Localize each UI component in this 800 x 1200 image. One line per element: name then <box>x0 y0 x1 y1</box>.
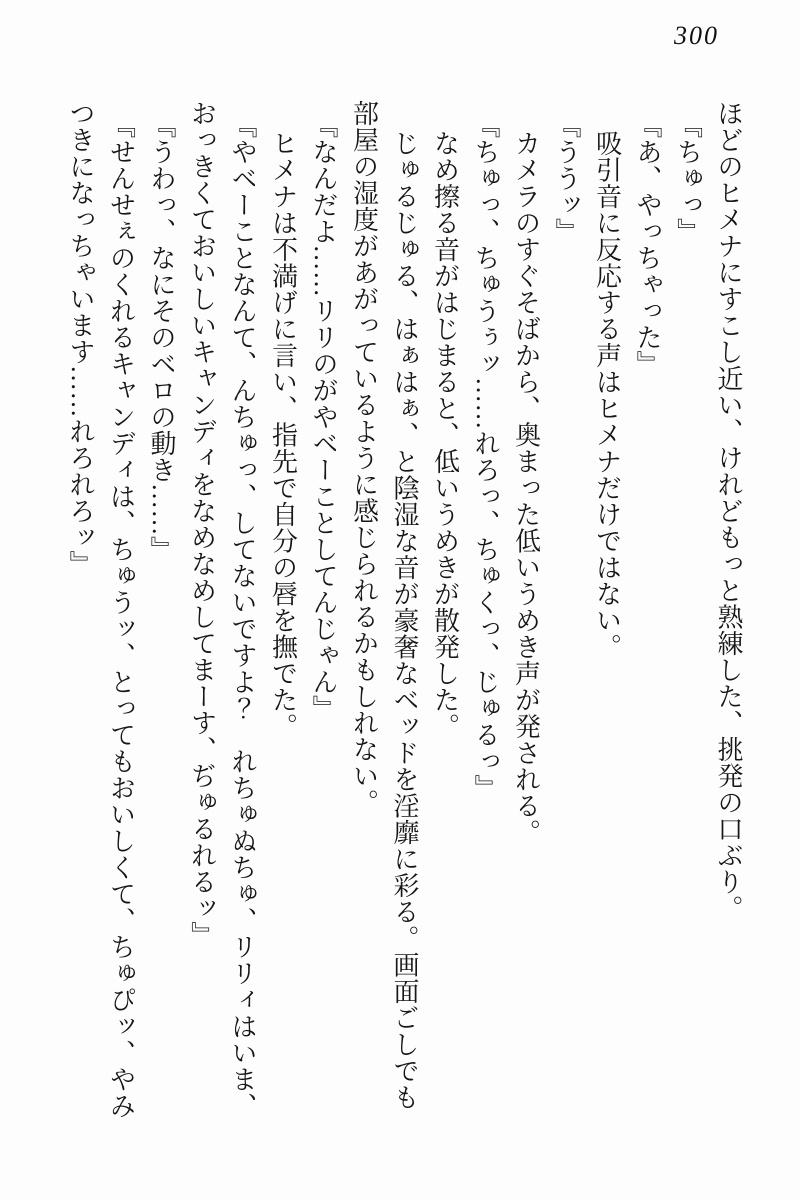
text-line-9: じゅるじゅる、はぁはぁ、と陰湿な音が豪奢なベッドを淫靡に彩る。画面ごしでも <box>390 130 419 1111</box>
text-line-15: 『うわっ、なにそのベロの動き……』 <box>147 112 176 563</box>
text-line-12: ヒメナは不満げに言い、指先で自分の唇を撫でた。 <box>268 130 298 740</box>
text-line-1: ほどのヒメナにすこし近い、けれどもっと熟練した、挑発の口ぶり。 <box>714 100 743 922</box>
text-line-7: 『ちゅっ、ちゅうぅッ……れろっ、ちゅくっ、じゅるっ』 <box>471 112 500 801</box>
text-line-10: 部屋の湿度があがっているように感じられるかもしれない。 <box>349 100 379 816</box>
text-line-2: 『ちゅっ』 <box>673 112 703 245</box>
text-line-14: おっきくておいしいキャンディをなめなめしてまーす、ぢゅるれるッ』 <box>187 100 217 948</box>
text-line-4: 吸引音に反応する声はヒメナだけではない。 <box>592 130 622 660</box>
text-block <box>58 100 748 1145</box>
text-line-16: 『せんせぇのくれるキャンディは、ちゅうッ、とってもおいしくて、ちゅぴッ、やみ <box>106 112 136 1119</box>
text-line-5: 『ううッ』 <box>552 112 581 245</box>
text-line-3: 『あ、やっちゃった』 <box>633 112 662 377</box>
text-line-11: 『なんだよ……リリのがやベーことしてんじゃん』 <box>309 112 338 722</box>
text-line-17: つきになっちゃいます……れろれろッ』 <box>66 100 95 577</box>
text-line-8: なめ擦る音がはじまると、低いうめきが散発した。 <box>430 130 460 740</box>
page-number: 300 <box>674 21 719 50</box>
text-line-13: 『やベーことなんて、んちゅっ、してないですよ？ れちゅぬちゅ、リリィはいま、 <box>228 112 257 1119</box>
text-line-6: カメラのすぐそばから、奥まった低いうめき声が発される。 <box>511 130 541 846</box>
